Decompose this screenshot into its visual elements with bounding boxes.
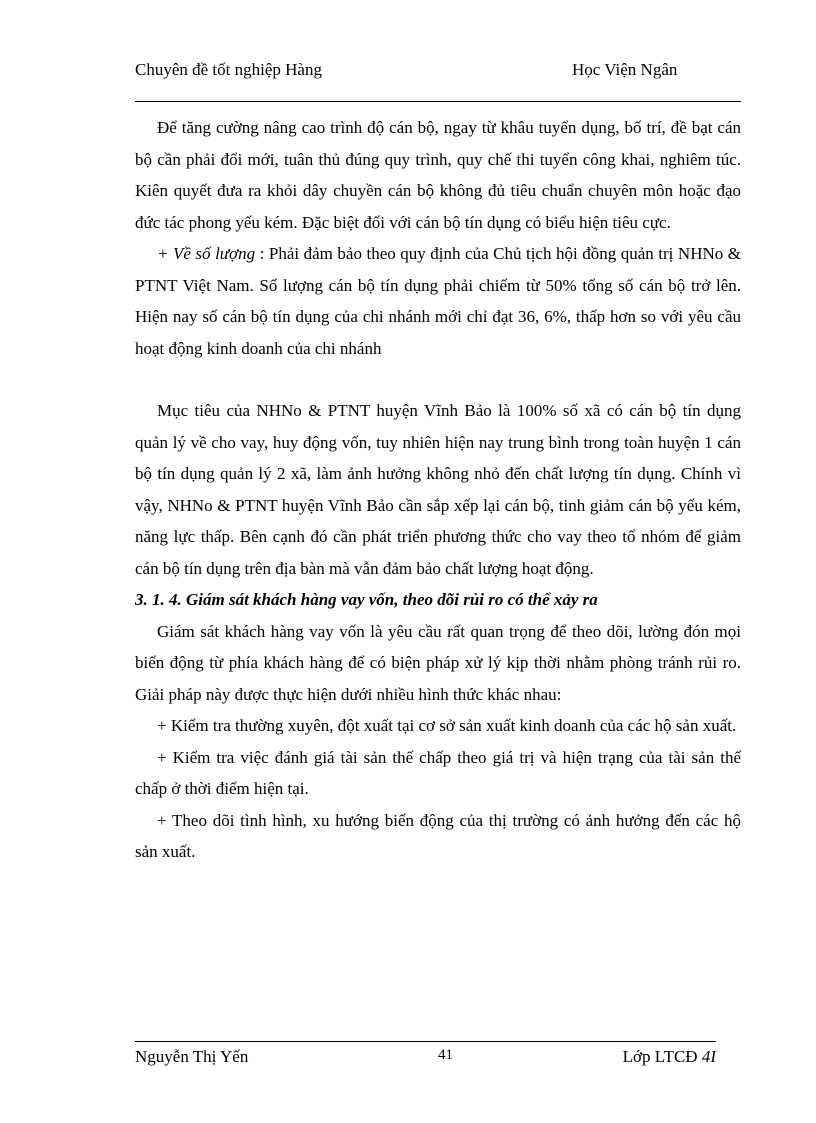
paragraph-staff-quality: Để tăng cường nâng cao trình độ cán bộ, ngay từ khâu tuyển dụng, bố trí, đề bạt cán bộ cần phải đổi mới, tuân thủ đúng quy trình, quy chế thi tuyển công khai, nghiêm túc. Kiên quyết đưa ra khỏi dây chuyền cán bộ không đủ tiêu chuẩn chuyên môn hoặc đạo đức tác phong yếu kém. Đặc biệt đối với cán bộ tín dụng có biểu hiện tiêu cực. [135, 118, 741, 232]
paragraph-staff-quantity [135, 238, 741, 364]
page-number: 41 [438, 1047, 453, 1063]
page-header [135, 59, 741, 102]
footer-class-number: 4I [701, 1047, 716, 1066]
document-body [135, 112, 741, 868]
header-left-title: Chuyên đề tốt nghiệp Hàng [135, 60, 322, 79]
footer-author: Nguyễn Thị Yến [135, 1047, 249, 1066]
paragraph-target: Mục tiêu của NHNo & PTNT huyện Vĩnh Bảo là 100% số xã có cán bộ tín dụng quản lý về cho vay, huy động vốn, tuy nhiên hiện nay trung bình trong toàn huyện 1 cán bộ tín dụng quản lý 2 xã, làm ảnh hưởng không nhỏ đến chất lượng tín dụng. Chính vì vậy, NHNo & PTNT huyện Vĩnh Bảo cần sắp xếp lại cán bộ, tinh giảm cán bộ yếu kém, năng lực thấp. Bên cạnh đó cần phát triển phương thức cho vay theo tổ nhóm để giảm cán bộ tín dụng trên địa bàn mà vẫn đảm bảo chất lượng hoạt động. [135, 401, 741, 578]
paragraph-monitoring: Giám sát khách hàng vay vốn là yêu cầu rất quan trọng để theo dõi, lường đón mọi biến động từ phía khách hàng để có biện pháp xử lý kịp thời nhằm phòng tránh rủi ro. Giải pháp này được thực hiện dưới nhiều hình thức khác nhau: [135, 621, 741, 704]
list-item-market: + Theo dõi tình hình, xu hướng biến động của thị trường có ảnh hưởng đến các hộ sản xuất. [135, 810, 741, 861]
footer-class-prefix: Lớp LTCĐ [622, 1047, 702, 1066]
section-heading: 3. 1. 4. Giám sát khách hàng vay vốn, theo dõi rủi ro có thể xảy ra [135, 590, 598, 609]
list-item-inspection: + Kiểm tra thường xuyên, đột xuất tại cơ sở sản xuất kinh doanh của các hộ sản xuất. [157, 716, 737, 735]
footer-class [623, 1046, 716, 1068]
quantity-text: : Phải đảm bảo theo quy định của Chủ tịch hội đồng quản trị NHNo & PTNT Việt Nam. Số lượng cán bộ tín dụng phải chiếm từ 50% tổng số cán bộ trở lên. Hiện nay số cán bộ tín dụng của chi nhánh mới chỉ đạt 36, 6%, thấp hơn so với yêu cầu hoạt động kinh doanh của chi nhánh [135, 244, 741, 358]
quantity-label: + Về số lượng [157, 244, 256, 263]
list-item-collateral: + Kiểm tra việc đánh giá tài sản thế chấp theo giá trị và hiện trạng của tài sản thế chấp ở thời điểm hiện tại. [135, 747, 741, 798]
page-footer [135, 1044, 716, 1068]
footer-divider [135, 1041, 716, 1042]
header-right-title: Học Viện Ngân [572, 60, 678, 79]
